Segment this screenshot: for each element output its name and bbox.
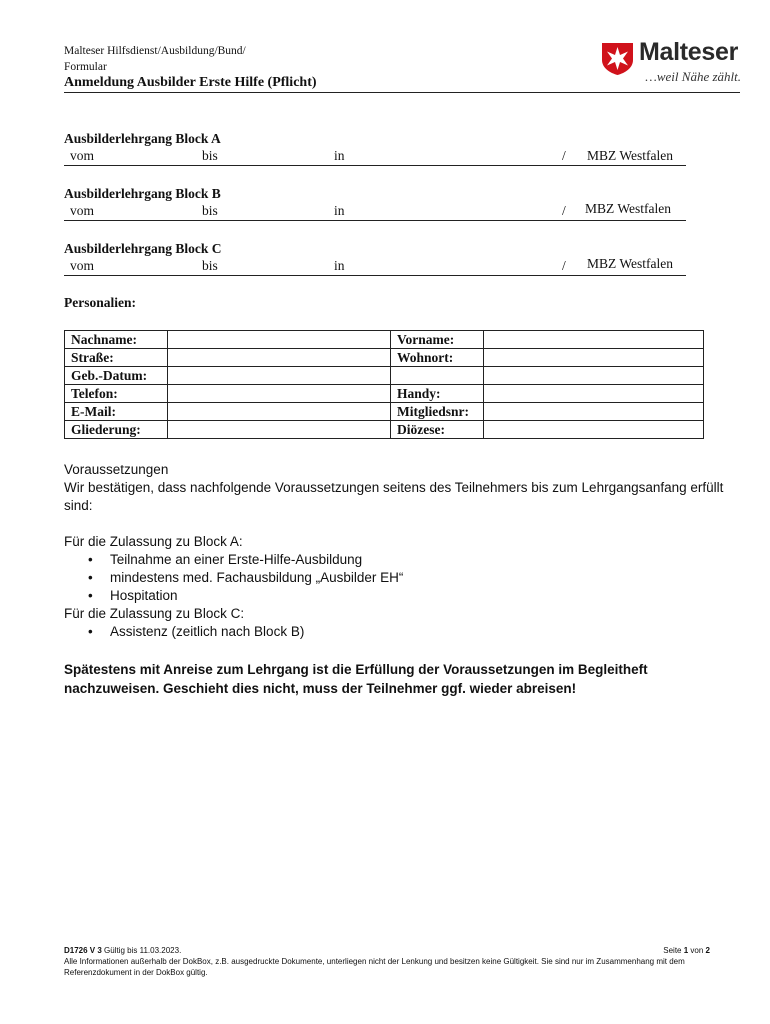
handy-field[interactable] — [484, 385, 704, 403]
empty-label-cell — [391, 367, 484, 385]
label-gliederung: Gliederung: — [65, 421, 168, 439]
page-current: 1 — [683, 946, 689, 955]
table-row — [65, 385, 704, 403]
block-c-requirements-heading: Für die Zulassung zu Block C: — [64, 606, 245, 621]
block-c-title: Ausbilderlehrgang Block C — [64, 241, 222, 256]
header-divider — [64, 92, 740, 93]
label-handy: Handy: — [391, 385, 484, 403]
breadcrumb-line-1: Malteser Hilfsdienst/Ausbildung/Bund/ — [64, 45, 246, 57]
block-a-bis-label: bis — [202, 148, 218, 163]
requirements-section — [64, 461, 744, 641]
vorname-field[interactable] — [484, 331, 704, 349]
logo-wordmark: Malteser — [639, 38, 739, 66]
requirements-notice: Spätestens mit Anreise zum Lehrgang ist die Erfüllung der Voraussetzungen im Begleitheft nachzuweisen. Geschieht dies nicht, muss der Teilnehmer ggf. wieder abreisen! — [64, 662, 648, 696]
block-a-slash: / — [562, 148, 566, 163]
table-row — [65, 367, 704, 385]
label-dioezese: Diözese: — [391, 421, 484, 439]
label-telefon: Telefon: — [65, 385, 168, 403]
empty-field-cell — [484, 367, 704, 385]
block-a-requirements-heading: Für die Zulassung zu Block A: — [64, 534, 243, 549]
requirements-heading: Voraussetzungen — [64, 462, 169, 477]
dioezese-field[interactable] — [484, 421, 704, 439]
table-row — [65, 349, 704, 367]
breadcrumb-line-2: Formular — [64, 61, 107, 73]
label-nachname: Nachname: — [65, 331, 168, 349]
block-a-title: Ausbilderlehrgang Block A — [64, 131, 221, 146]
document-validity: Gültig bis 11.03.2023. — [104, 946, 182, 955]
page-title: Anmeldung Ausbilder Erste Hilfe (Pflicht) — [64, 75, 317, 90]
block-c-requirements-list — [64, 623, 744, 641]
block-b-vom-label: vom — [70, 203, 95, 218]
email-field[interactable] — [168, 403, 391, 421]
block-b-date-row — [64, 202, 686, 221]
block-b-in-label: in — [334, 203, 345, 218]
footer-disclaimer: Alle Informationen außerhalb der DokBox, z.B. ausgedruckte Dokumente, unterliegen nicht der Lenkung und besitzen keine Gültigkeit. Sie sind nur im Zusammenhang mit dem Referenzdokument in der DokBox gültig. — [64, 957, 685, 977]
block-b-bis-label: bis — [202, 203, 218, 218]
document-code: D1726 V 3 — [64, 946, 102, 955]
mitgliedsnr-field[interactable] — [484, 403, 704, 421]
gliederung-field[interactable] — [168, 421, 391, 439]
page-number — [663, 945, 710, 956]
logo-tagline: …weil Nähe zählt. — [645, 69, 741, 84]
block-a-requirements-list — [64, 551, 744, 605]
list-item: • Assistenz (zeitlich nach Block B) — [110, 623, 744, 641]
label-geburtsdatum: Geb.-Datum: — [65, 367, 168, 385]
page-prefix: Seite — [663, 946, 682, 955]
personal-data-table — [64, 330, 704, 439]
label-wohnort: Wohnort: — [391, 349, 484, 367]
block-b-location: MBZ Westfalen — [585, 201, 672, 216]
wohnort-field[interactable] — [484, 349, 704, 367]
label-mitgliedsnr: Mitgliedsnr: — [391, 403, 484, 421]
block-b-slash: / — [562, 203, 566, 218]
strasse-field[interactable] — [168, 349, 391, 367]
requirements-intro: Wir bestätigen, dass nachfolgende Voraussetzungen seitens des Teilnehmers bis zum Lehrgangsanfang erfüllt sind: — [64, 480, 724, 513]
block-c-location: MBZ Westfalen — [587, 256, 674, 271]
label-email: E-Mail: — [65, 403, 168, 421]
block-a-location: MBZ Westfalen — [587, 148, 674, 163]
block-c-date-row — [64, 257, 686, 276]
personal-data-heading: Personalien: — [64, 295, 136, 310]
block-b-title: Ausbilderlehrgang Block B — [64, 186, 221, 201]
label-vorname: Vorname: — [391, 331, 484, 349]
breadcrumb — [64, 43, 364, 75]
block-c-in-label: in — [334, 258, 345, 273]
maltese-cross-shield-icon — [601, 42, 634, 76]
list-item: • Hospitation — [110, 587, 744, 605]
block-c-bis-label: bis — [202, 258, 218, 273]
table-row — [65, 403, 704, 421]
telefon-field[interactable] — [168, 385, 391, 403]
list-item: • mindestens med. Fachausbildung „Ausbilder EH“ — [110, 569, 744, 587]
block-a-in-label: in — [334, 148, 345, 163]
table-row — [65, 331, 704, 349]
table-row — [65, 421, 704, 439]
block-a-vom-label: vom — [70, 148, 95, 163]
list-item: • Teilnahme an einer Erste-Hilfe-Ausbildung — [110, 551, 744, 569]
geburtsdatum-field[interactable] — [168, 367, 391, 385]
block-c-vom-label: vom — [70, 258, 95, 273]
malteser-logo — [601, 40, 741, 88]
label-strasse: Straße: — [65, 349, 168, 367]
block-c-slash: / — [562, 258, 566, 273]
page-separator: von — [690, 946, 704, 955]
nachname-field[interactable] — [168, 331, 391, 349]
block-a-date-row — [64, 147, 686, 166]
page-footer — [64, 945, 710, 978]
page-total: 2 — [705, 946, 710, 955]
